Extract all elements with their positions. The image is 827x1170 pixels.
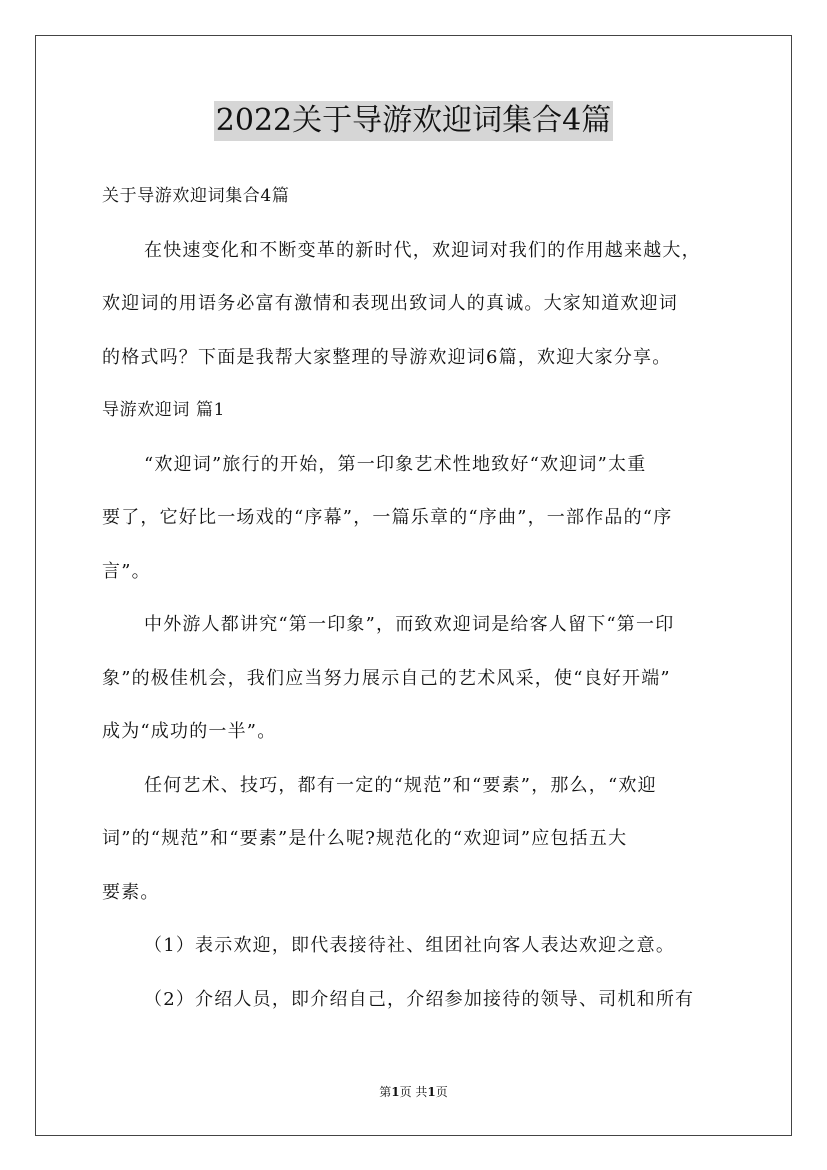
document-title: 2022关于导游欢迎词集合4篇 <box>214 101 613 141</box>
footer-current-page: 1 <box>391 1085 400 1099</box>
footer-total-pages: 1 <box>427 1085 436 1099</box>
paragraph-line: 中外游人都讲究“第一印象”，而致欢迎词是给客人留下“第一印 <box>144 614 675 635</box>
paragraph-line: 欢迎词的用语务必富有激情和表现出致词人的真诚。大家知道欢迎词 <box>102 293 678 314</box>
list-item: （1）表示欢迎，即代表接待社、组团社向客人表达欢迎之意。 <box>144 935 676 956</box>
section-heading: 导游欢迎词 篇1 <box>102 400 226 420</box>
subtitle-line: 关于导游欢迎词集合4篇 <box>102 186 290 206</box>
footer-prefix: 第 <box>379 1085 392 1099</box>
paragraph-line: 象”的极佳机会，我们应当努力展示自己的艺术风采，使“良好开端” <box>102 667 671 689</box>
paragraph-line: 任何艺术、技巧，都有一定的“规范”和“要素”，那么，“欢迎 <box>144 774 657 796</box>
paragraph-line: 在快速变化和不断变革的新时代，欢迎词对我们的作用越来越大， <box>144 239 701 261</box>
list-item: （2）介绍人员，即介绍自己，介绍参加接待的领导、司机和所有 <box>144 988 695 1010</box>
paragraph-line: 成为“成功的一半”。 <box>102 721 277 742</box>
page-footer <box>0 1084 827 1100</box>
footer-suffix: 页 <box>435 1085 448 1099</box>
footer-middle: 页 共 <box>399 1085 428 1099</box>
paragraph-line: 要了，它好比一场戏的“序幕”，一篇乐章的“序曲”，一部作品的“序 <box>102 507 673 528</box>
paragraph-line: 要素。 <box>102 881 160 903</box>
paragraph-line: “欢迎词”旅行的开始，第一印象艺术性地致好“欢迎词”太重 <box>144 453 647 475</box>
document-body <box>102 170 742 1026</box>
paragraph-line: 词”的“规范”和“要素”是什么呢?规范化的“欢迎词”应包括五大 <box>102 828 628 849</box>
paragraph-line: 的格式吗？下面是我帮大家整理的导游欢迎词6篇，欢迎大家分享。 <box>102 346 672 368</box>
paragraph-line: 言”。 <box>102 560 151 582</box>
title-container <box>0 101 827 141</box>
